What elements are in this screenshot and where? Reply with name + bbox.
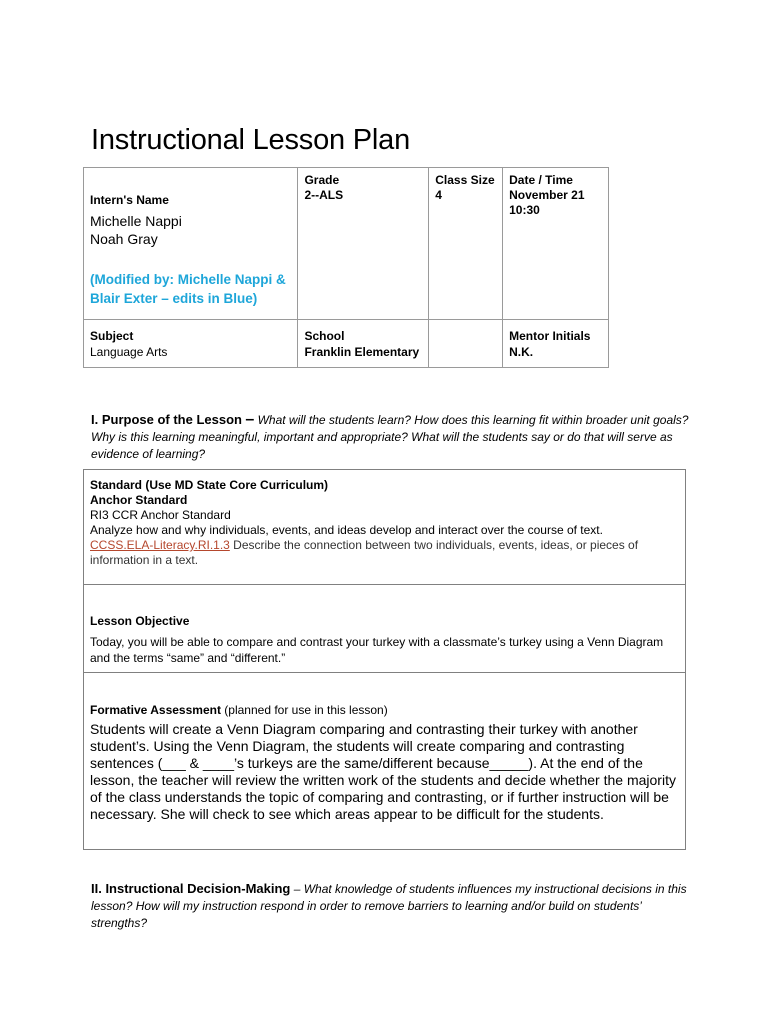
page-title: Instructional Lesson Plan bbox=[91, 124, 411, 156]
intern-name-1: Michelle Nappi bbox=[90, 213, 182, 229]
objective-heading: Lesson Objective bbox=[90, 614, 190, 628]
ccss-line bbox=[90, 538, 679, 568]
purpose-heading bbox=[91, 411, 691, 463]
assessment-heading-line bbox=[90, 703, 679, 717]
anchor-standard-label: Anchor Standard bbox=[90, 493, 188, 507]
purpose-dash: – bbox=[245, 411, 255, 428]
standard-section bbox=[84, 470, 685, 585]
class-size-cell bbox=[429, 168, 503, 320]
assessment-section bbox=[84, 673, 685, 851]
standards-box bbox=[83, 469, 686, 850]
decision-making-label: II. Instructional Decision-Making bbox=[91, 881, 291, 896]
date-label: Date / Time bbox=[509, 173, 573, 187]
grade-label: Grade bbox=[304, 173, 340, 187]
empty-cell bbox=[429, 320, 503, 368]
anchor-standard-code: RI3 CCR Anchor Standard bbox=[90, 508, 231, 522]
subject-label: Subject bbox=[90, 329, 134, 343]
mentor-cell bbox=[503, 320, 609, 368]
lesson-info-table bbox=[83, 167, 609, 368]
purpose-label: I. Purpose of the Lesson bbox=[91, 412, 242, 427]
subject-value: Language Arts bbox=[90, 345, 168, 359]
intern-label: Intern's Name bbox=[90, 193, 169, 207]
mentor-value: N.K. bbox=[509, 345, 534, 359]
date-value: November 21 bbox=[509, 188, 585, 202]
school-label: School bbox=[304, 329, 345, 343]
school-cell bbox=[298, 320, 429, 368]
purpose-description: What will the students learn? How does this learning fit within broader unit goals? Why is this learning meaningful, important and appropriate? What will the students say or do that will serve as evidence of learning? bbox=[91, 413, 689, 461]
subject-cell bbox=[84, 320, 298, 368]
class-size-value: 4 bbox=[435, 188, 442, 202]
school-value: Franklin Elementary bbox=[304, 345, 420, 359]
assessment-text: Students will create a Venn Diagram comparing and contrasting their turkey with another student’s. Using the Venn Diagram, the students will create comparing and contrasting sentences (___ & ____’s turkeys are the same/different because_____). At the end of the lesson, the teacher will review the written work of the students and decide whether the majority of the class understands the topic of comparing and contrasting, or if further instruction will be necessary. She will check to see which areas appear to be difficult for the students. bbox=[90, 721, 676, 822]
class-size-label: Class Size bbox=[435, 173, 495, 187]
intern-names bbox=[90, 212, 297, 248]
anchor-standard-text: Analyze how and why individuals, events, and ideas develop and interact over the course of text. bbox=[90, 523, 603, 537]
modified-note: (Modified by: Michelle Nappi & Blair Exter – edits in Blue) bbox=[90, 272, 286, 306]
time-value: 10:30 bbox=[509, 203, 540, 217]
decision-making-heading bbox=[91, 880, 691, 932]
ccss-link[interactable]: CCSS.ELA-Literacy.RI.1.3 bbox=[90, 538, 230, 552]
assessment-heading-note: (planned for use in this lesson) bbox=[220, 703, 388, 717]
assessment-heading: Formative Assessment bbox=[90, 703, 221, 717]
ccss-text: Describe the connection between two individuals, events, ideas, or pieces of information in a text. bbox=[90, 538, 639, 567]
date-time-cell bbox=[503, 168, 609, 320]
info-row-1 bbox=[84, 168, 609, 320]
info-row-2 bbox=[84, 320, 609, 368]
objective-text: Today, you will be able to compare and contrast your turkey with a classmate’s turkey using a Venn Diagram and the terms “same” and “different.” bbox=[90, 635, 664, 665]
decision-making-description: – What knowledge of students influences my instructional decisions in this lesson? How will my instruction respond in order to remove barriers to learning and/or build on students’ strengths? bbox=[91, 882, 687, 930]
grade-cell bbox=[298, 168, 429, 320]
intern-name-2: Noah Gray bbox=[90, 231, 158, 247]
intern-cell bbox=[84, 168, 298, 320]
mentor-label: Mentor Initials bbox=[509, 329, 591, 343]
standard-heading: Standard (Use MD State Core Curriculum) bbox=[90, 478, 329, 492]
grade-value: 2--ALS bbox=[304, 188, 344, 202]
objective-section bbox=[84, 585, 685, 673]
